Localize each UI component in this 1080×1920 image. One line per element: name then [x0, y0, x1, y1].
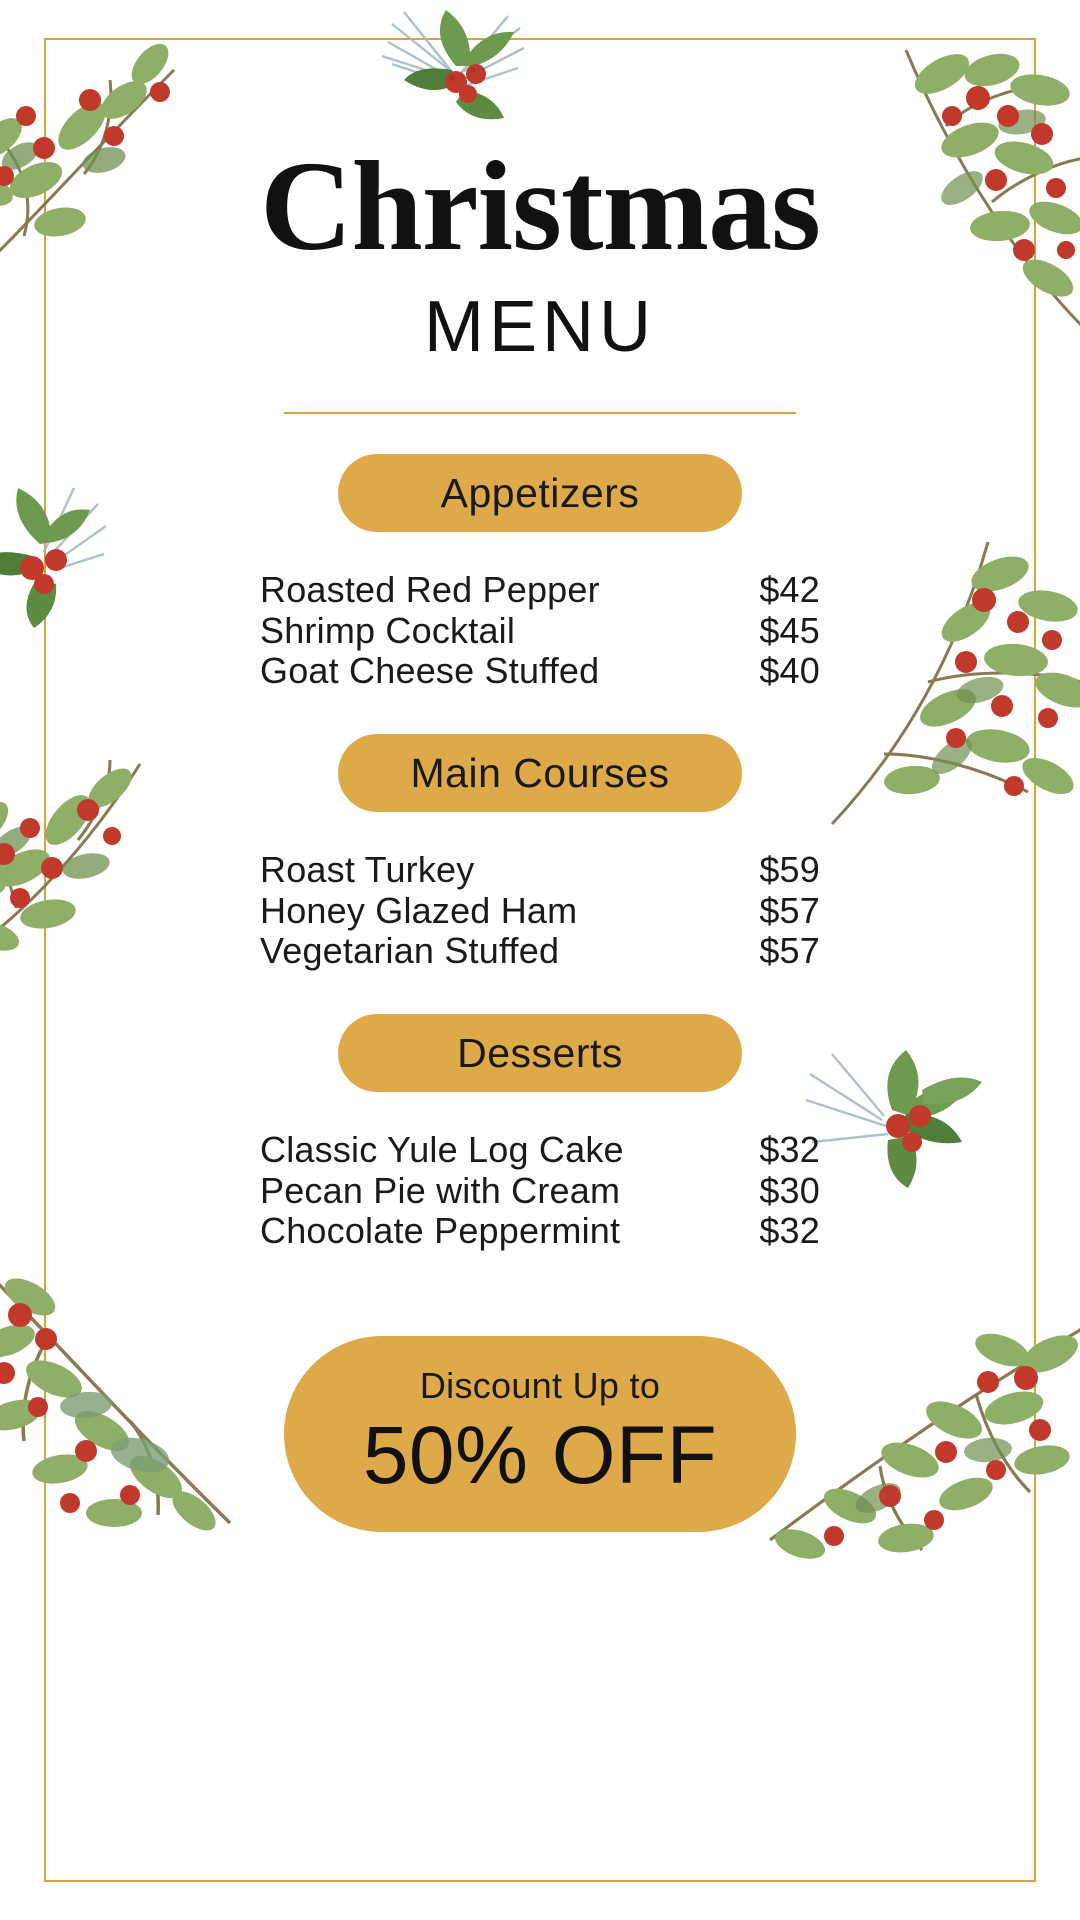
section-heading-appetizers: Appetizers: [338, 454, 742, 532]
menu-item-name: Shrimp Cocktail: [260, 609, 516, 651]
menu-item-name: Roasted Red Pepper: [260, 569, 600, 610]
page-title: Christmas: [260, 135, 820, 277]
menu-item-row: [260, 891, 820, 932]
menu-item-row: [260, 651, 820, 692]
menu-item-row: [260, 570, 820, 611]
discount-value: 50% OFF: [362, 1410, 718, 1502]
menu-item-price: $57: [759, 889, 820, 931]
menu-item-price: $32: [759, 1129, 820, 1171]
menu-item-name: Goat Cheese Stuffed: [260, 650, 600, 692]
menu-item-row: [260, 611, 820, 652]
menu-items-appetizers: [260, 570, 820, 692]
menu-item-price: $32: [759, 1210, 820, 1252]
menu-item-price: $40: [759, 650, 820, 692]
section-appetizers: [0, 454, 1080, 692]
section-desserts: [0, 1014, 1080, 1252]
menu-item-price: $59: [759, 849, 820, 891]
discount-badge: [284, 1336, 796, 1532]
menu-item-name: Classic Yule Log Cake: [260, 1129, 624, 1171]
menu-item-row: [260, 931, 820, 972]
menu-item-price: $42: [759, 569, 820, 610]
menu-item-row: [260, 1130, 820, 1171]
menu-item-row: [260, 1171, 820, 1212]
menu-item-name: Vegetarian Stuffed: [260, 930, 560, 972]
page-subtitle: MENU: [424, 287, 656, 367]
menu-items-main-courses: [260, 850, 820, 972]
menu-item-name: Honey Glazed Ham: [260, 889, 578, 931]
menu-item-row: [260, 1211, 820, 1252]
menu-item-price: $57: [759, 930, 820, 972]
section-heading-desserts: Desserts: [338, 1014, 742, 1092]
section-heading-main-courses: Main Courses: [338, 734, 742, 812]
menu-item-row: [260, 850, 820, 891]
menu-item-price: $45: [759, 609, 820, 651]
menu-item-name: Pecan Pie with Cream: [260, 1169, 621, 1211]
menu-item-name: Roast Turkey: [260, 849, 475, 891]
menu-item-price: $30: [759, 1169, 820, 1211]
section-main-courses: [0, 734, 1080, 972]
discount-label: Discount Up to: [419, 1365, 661, 1407]
menu-items-desserts: [260, 1130, 820, 1252]
menu-item-name: Chocolate Peppermint: [260, 1210, 621, 1252]
title-divider: [284, 412, 796, 414]
